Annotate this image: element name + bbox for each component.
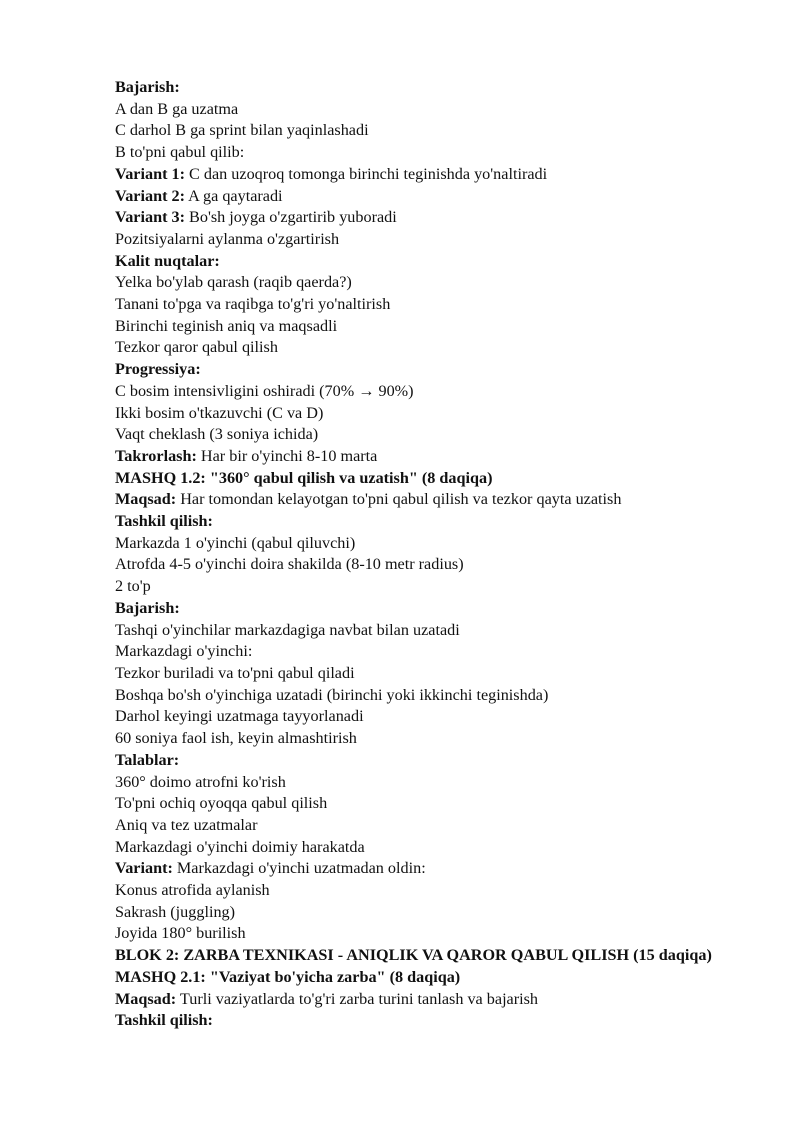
text-line: B to'pni qabul qilib: [115, 143, 245, 162]
section-heading [115, 359, 755, 381]
section-heading [115, 468, 755, 490]
section-heading [115, 598, 755, 620]
text-line: C darhol B ga sprint bilan yaqinlashadi [115, 121, 369, 140]
document-page [115, 77, 755, 1032]
text-line: 360° doimo atrofni ko'rish [115, 772, 286, 791]
labeled-line [115, 446, 755, 468]
text-line: A dan B ga uzatma [115, 99, 239, 118]
line-text: A ga qaytaradi [185, 186, 283, 205]
labeled-line [115, 186, 755, 208]
text-line: 2 to'p [115, 577, 151, 596]
section-heading [115, 511, 755, 533]
section-heading [115, 750, 755, 772]
text-line: 60 soniya faol ish, keyin almashtirish [115, 729, 357, 748]
heading-text: MASHQ 1.2: "360° qabul qilish va uzatish" (8 daqiqa) [115, 468, 493, 487]
text-line: Vaqt cheklash (3 soniya ichida) [115, 425, 319, 444]
line-text: C dan uzoqroq tomonga birinchi teginishda yo'naltiradi [185, 164, 548, 183]
line-text: Bo'sh joyga o'zgartirib yuboradi [185, 208, 397, 227]
line-text: Har tomondan kelayotgan to'pni qabul qilish va tezkor qayta uzatish [176, 490, 622, 509]
labeled-line [115, 164, 755, 186]
line-label: Variant: [115, 859, 173, 878]
heading-text: Talablar: [115, 750, 180, 769]
labeled-line [115, 207, 755, 229]
line-text: Turli vaziyatlarda to'g'ri zarba turini tanlash va bajarish [176, 989, 539, 1008]
text-line: Birinchi teginish aniq va maqsadli [115, 316, 338, 335]
text-line: Aniq va tez uzatmalar [115, 815, 258, 834]
labeled-line [115, 989, 755, 1011]
line-label: Maqsad: [115, 989, 177, 1008]
section-heading [115, 967, 755, 989]
line-label: Takrorlash: [115, 446, 197, 465]
heading-text: MASHQ 2.1: "Vaziyat bo'yicha zarba" (8 daqiqa) [115, 967, 461, 986]
line-text: Har bir o'yinchi 8-10 marta [196, 446, 378, 465]
line-label: Maqsad: [115, 490, 177, 509]
line-label: Variant 3: [115, 208, 185, 227]
heading-text: BLOK 2: ZARBA TEXNIKASI - ANIQLIK VA QAROR QABUL QILISH (15 daqiqa) [115, 946, 712, 965]
heading-text: Tashkil qilish: [115, 512, 213, 531]
text-line: Yelka bo'ylab qarash (raqib qaerda?) [115, 273, 352, 292]
text-line: Markazdagi o'yinchi: [115, 642, 253, 661]
text-line: C bosim intensivligini oshiradi (70% → 90%) [115, 381, 414, 400]
text-line: Joyida 180° burilish [115, 924, 246, 943]
labeled-line [115, 489, 755, 511]
line-label: Variant 1: [115, 164, 185, 183]
text-line: Sakrash (juggling) [115, 902, 236, 921]
text-line: Atrofda 4-5 o'yinchi doira shakilda (8-10 metr radius) [115, 555, 464, 574]
text-line: Markazdagi o'yinchi doimiy harakatda [115, 837, 365, 856]
text-line: Tanani to'pga va raqibga to'g'ri yo'naltirish [115, 295, 391, 314]
text-line: Pozitsiyalarni aylanma o'zgartirish [115, 229, 340, 248]
text-line: Tashqi o'yinchilar markazdagiga navbat bilan uzatadi [115, 620, 460, 639]
line-label: Variant 2: [115, 186, 185, 205]
section-heading [115, 1010, 755, 1032]
section-heading [115, 77, 755, 99]
section-heading [115, 251, 755, 273]
text-line: Boshqa bo'sh o'yinchiga uzatadi (birinchi yoki ikkinchi teginishda) [115, 685, 549, 704]
labeled-line [115, 858, 755, 880]
section-heading [115, 945, 755, 967]
text-line: Darhol keyingi uzatmaga tayyorlanadi [115, 707, 364, 726]
heading-text: Bajarish: [115, 598, 180, 617]
line-text: Markazdagi o'yinchi uzatmadan oldin: [172, 859, 426, 878]
text-line: Konus atrofida aylanish [115, 881, 270, 900]
text-line: Ikki bosim o'tkazuvchi (C va D) [115, 403, 324, 422]
heading-text: Progressiya: [115, 360, 201, 379]
text-line: To'pni ochiq oyoqqa qabul qilish [115, 794, 328, 813]
text-line: Tezkor qaror qabul qilish [115, 338, 278, 357]
text-line: Tezkor buriladi va to'pni qabul qiladi [115, 663, 355, 682]
text-line: Markazda 1 o'yinchi (qabul qiluvchi) [115, 533, 356, 552]
heading-text: Bajarish: [115, 78, 180, 96]
heading-text: Tashkil qilish: [115, 1011, 213, 1030]
heading-text: Kalit nuqtalar: [115, 251, 220, 270]
